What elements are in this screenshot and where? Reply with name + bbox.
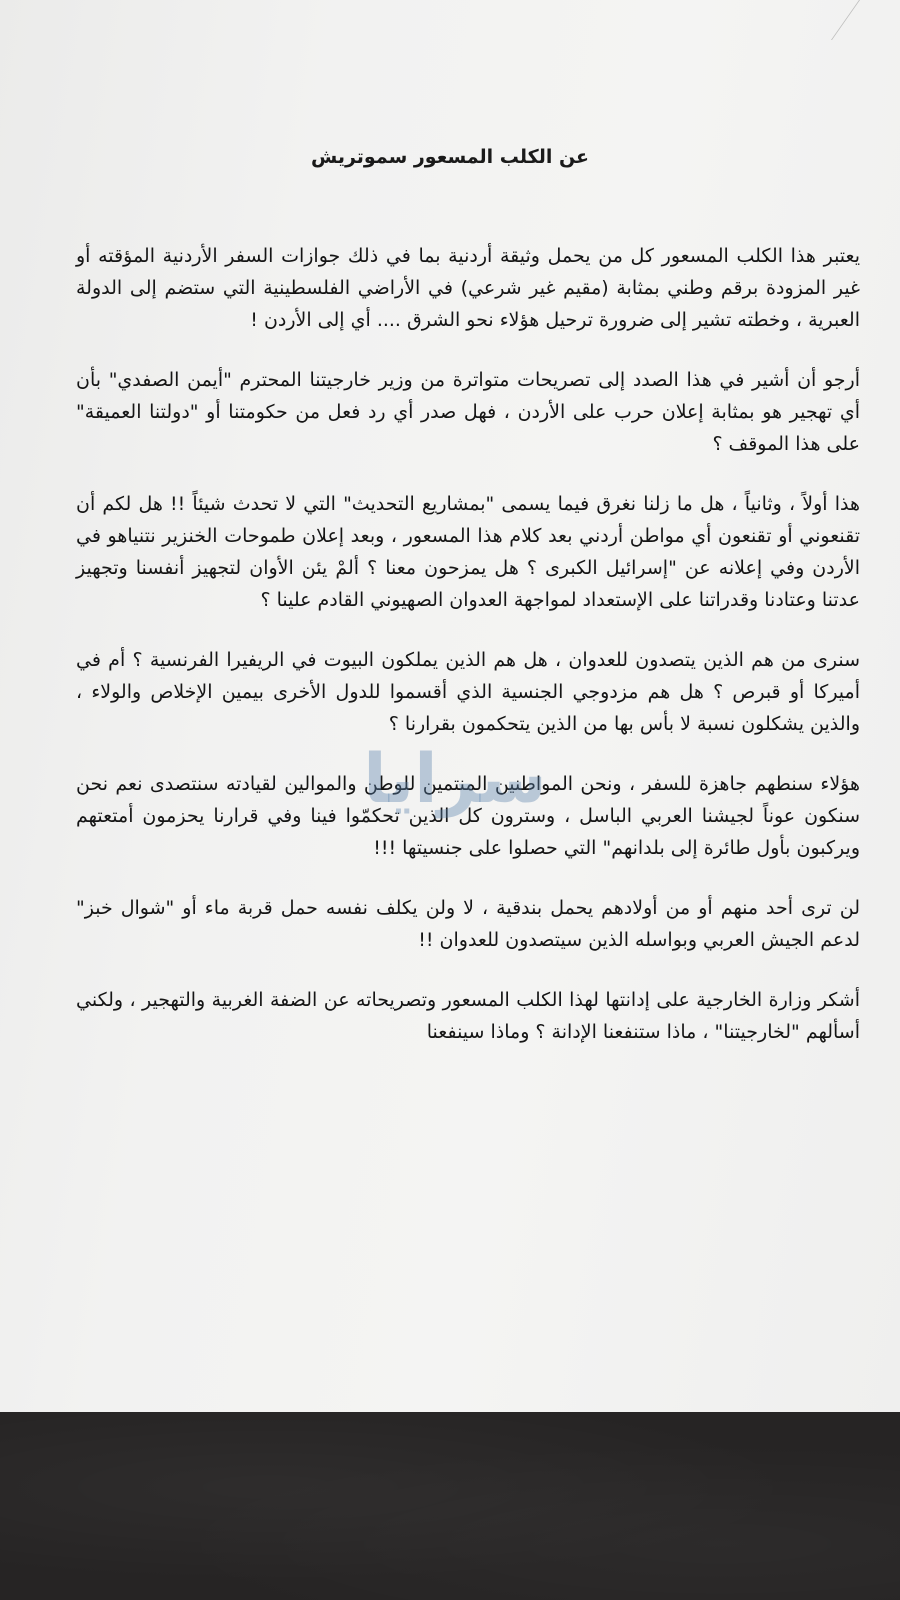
paragraph-7: أشكر وزارة الخارجية على إدانتها لهذا الكلب المسعور وتصريحاته عن الضفة الغربية والتهجير ، ولكني أسألهم "لخارجيتنا" ، ماذا ستنفعنا الإدانة ؟ وماذا سينفعنا xyxy=(76,989,860,1043)
table-surface xyxy=(0,1412,900,1600)
paragraph-1: يعتبر هذا الكلب المسعور كل من يحمل وثيقة أردنية بما في ذلك جوازات السفر الأردنية المؤقته أو غير المزودة برقم وطني بمثابة (مقيم غير شرعي) في الأراضي الفلسطينية التي ستضم إلى الدولة العبرية ، وخطته تشير إلى ضرورة ترحيل هؤلاء نحو الشرق .... أي إلى الأردن ! xyxy=(76,245,860,331)
paper-corner-fold xyxy=(831,0,900,40)
document-body xyxy=(76,240,860,1076)
paragraph-6: لن ترى أحد منهم أو من أولادهم يحمل بندقية ، لا ولن يكلف نفسه حمل قربة ماء أو "شوال خبز" لدعم الجيش العربي وبواسله الذين سيتصدون للعدوان !! xyxy=(76,897,860,951)
paragraph-3: هذا أولاً ، وثانياً ، هل ما زلنا نغرق فيما يسمى "بمشاريع التحديث" التي لا تحدث شيئاً !! هل لكم أن تقنعوني أو تقنعون أي مواطن أردني بعد كلام هذا المسعور ، وبعد إعلان طموحات الخنزير نتنياهو في الأردن وفي إعلانه عن "إسرائيل الكبرى ؟ هل يمزحون معنا ؟ ألمْ يئن الأوان لتجهيز أنفسنا وتجهيز عدتنا وعتادنا وقدراتنا على الإستعداد لمواجهة العدوان الصهيوني القادم علينا ؟ xyxy=(76,493,860,611)
watermark-logo: سرايا xyxy=(363,740,547,819)
paragraph-4: سنرى من هم الذين يتصدون للعدوان ، هل هم الذين يملكون البيوت في الريفيرا الفرنسية ؟ أم في أميركا أو قبرص ؟ هل هم مزدوجي الجنسية الذي أقسموا للدول الأخرى بيمين الإخلاص والولاء ، والذين يشكلون نسبة لا بأس بها من الذين يتحكمون بقرارنا ؟ xyxy=(76,649,860,735)
paragraph-5: هؤلاء سنطهم جاهزة للسفر ، ونحن المواطنين المنتمين للوطن والموالين لقيادته سنتصدى نعم نحن سنكون عوناً لجيشنا العربي الباسل ، وسترون كل الذين تحكمّوا فينا وفي قرارنا يحزمون أمتعتهم ويركبون بأول طائرة إلى بلدانهم" التي حصلوا على جنسيتها !!! xyxy=(76,773,860,859)
paragraph-2: أرجو أن أشير في هذا الصدد إلى تصريحات متواترة من وزير خارجيتنا المحترم "أيمن الصفدي" بأن أي تهجير هو بمثابة إعلان حرب على الأردن ، فهل صدر أي رد فعل من حكومتنا أو "دولتنا العميقة" على هذا الموقف ؟ xyxy=(76,369,860,455)
document-title: عن الكلب المسعور سموتريش xyxy=(310,146,590,168)
